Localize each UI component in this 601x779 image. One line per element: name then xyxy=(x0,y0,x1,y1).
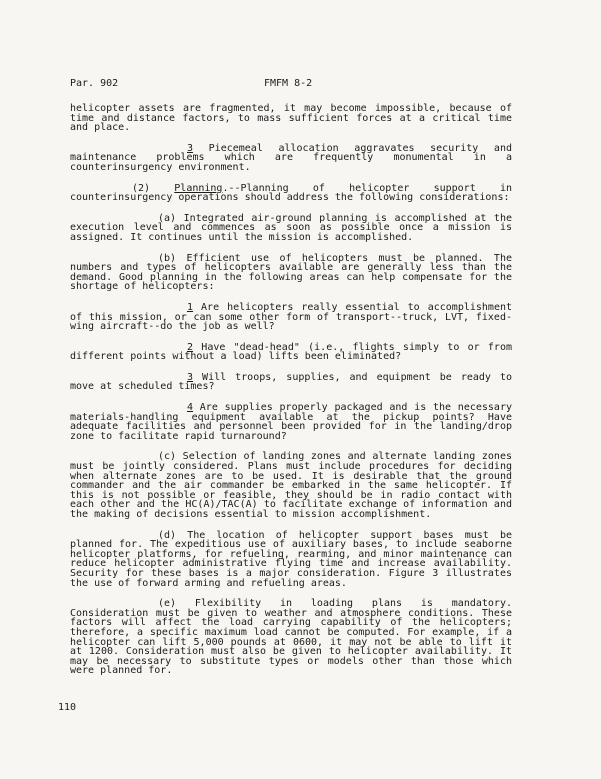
item-number: 2 xyxy=(187,341,194,353)
subparagraph-d: (d) The location of helicopter support bases must be planned for. The expeditious use of auxiliary bases, to include seaborne helicopter platforms, for refueling, rearming, and minor maintenance can reduce helicopter administrative flying time and increase availability. Security for these bases is a major consideration. Figure 3 illustrates the use of forward arming and refueling areas. xyxy=(70,529,512,589)
paragraph-2-planning xyxy=(70,184,512,203)
item-number: 1 xyxy=(187,301,194,313)
body-text xyxy=(70,104,512,687)
item-text: Will troops, supplies, and equipment be ready to move at scheduled times? xyxy=(70,371,512,393)
subparagraph-a: (a) Integrated air-ground planning is accomplished at the execution level and commences as soon as possible once a mission is assigned. It continues until the mission is accomplished. xyxy=(70,212,512,243)
subparagraph-b: (b) Efficient use of helicopters must be planned. The numbers and types of helicopters available are generally less than the demand. Good planning in the following areas can help compensate for the shortage of helicopters: xyxy=(70,252,512,293)
item-text: Are supplies properly packaged and is the necessary materials-handling equipment available at the pickup points? Have adequate facilities and personnel been provided for in the landing/drop zone to facilitate rapid turnaround? xyxy=(70,402,512,442)
item-3-ready xyxy=(70,373,512,392)
item-1-essential xyxy=(70,303,512,332)
item-text: Are helicopters really essential to accomplishment of this mission, or can some other form of transport--truck, LVT, fixed-wing aircraft--do the job as well? xyxy=(70,301,512,333)
item-text: .--Planning of helicopter support in counterinsurgency operations should address the following considerations: xyxy=(70,182,512,204)
item-number: 4 xyxy=(187,402,194,414)
item-prefix: (2) xyxy=(132,182,175,194)
subparagraph-3-piecemeal xyxy=(70,144,512,173)
subparagraph-e: (e) Flexibility in loading plans is mandatory. Consideration must be given to weather and atmosphere conditions. These factors will affect the load carrying capability of the helicopters; therefore, a specific maximum load cannot be computed. For example, if a helicopter can lift 5,000 pounds at 0600, it may not be able to lift it at 1200. Consideration must also be given to helicopter availability. It may be necessary to substitute types or models other than those which were planned for. xyxy=(70,598,512,677)
manual-designation: FMFM 8-2 xyxy=(264,78,313,89)
item-text: Have "dead-head" (i.e., flights simply to or from different points without a load) lifts been eliminated? xyxy=(70,341,512,363)
page-number: 110 xyxy=(58,702,77,713)
subparagraph-c: (c) Selection of landing zones and alternate landing zones must be jointly considered. Plans must include procedures for deciding when alternate zones are to be used. It is desirable that the ground commander and the air commander be embarked in the same helicopter. If this is not possible or feasible, they should be in radio contact with each other and the HC(A)/TAC(A) to facilitate exchange of information and the making of decisions essential to mission accomplishment. xyxy=(70,451,512,520)
item-4-supplies xyxy=(70,403,512,441)
paragraph-reference: Par. 902 xyxy=(70,78,119,89)
item-number: 3 xyxy=(187,371,194,383)
item-number: 3 xyxy=(187,142,194,154)
item-text: Piecemeal allocation aggravates security and maintenance problems which are frequently monumental in a counterinsurgency environment. xyxy=(70,142,512,173)
continued-paragraph: helicopter assets are fragmented, it may become impossible, because of time and distance factors, to mass sufficient forces at a critical time and place. xyxy=(70,103,512,134)
item-2-dead-head xyxy=(70,343,512,362)
section-heading: Planning xyxy=(174,182,223,194)
